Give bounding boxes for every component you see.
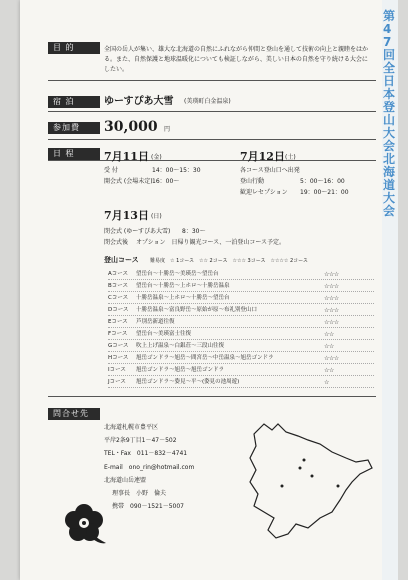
contact-line: 平岸2条9丁目1－47－502 bbox=[104, 437, 177, 444]
course-name: Iコース bbox=[108, 367, 126, 373]
day2-line-value: 19：00～21：00 bbox=[300, 189, 349, 196]
course-route: 吹上上げ温泉～白銀荘～三段山往復 bbox=[136, 343, 225, 349]
day3-weekday: (日) bbox=[151, 213, 162, 220]
course-name: Jコース bbox=[108, 379, 126, 385]
course-route: 望岳台～十勝岳～美瑛岳～望岳台 bbox=[136, 271, 219, 277]
day2-line-label: 歓迎レセプション bbox=[240, 189, 288, 196]
course-route: 旭岳ゴンドラ～旭岳～間宮岳～中岳温泉～旭岳ゴンドラ bbox=[136, 355, 274, 361]
course-row bbox=[108, 294, 374, 304]
contact-line: E-mail ono_rin@hotmail.com bbox=[104, 464, 195, 471]
course-name: Gコース bbox=[108, 343, 129, 349]
course-row bbox=[108, 330, 374, 340]
course-row bbox=[108, 282, 374, 292]
contact-label: 問合せ先 bbox=[48, 408, 100, 420]
course-name: Bコース bbox=[108, 283, 128, 289]
course-difficulty-stars: ☆☆ bbox=[324, 367, 334, 374]
purpose-label: 目 的 bbox=[48, 42, 100, 54]
purpose-text: 全国の岳人が集い、雄大な北海道の自然にふれながら仲間と登山を通して技術の向上と親睦をはかる。また、自然保護と地球温暖化についても検証しながら、美しい日本の自然を守り続ける大会にしたい。 bbox=[104, 46, 369, 73]
contact-line: 北海道札幌市豊平区 bbox=[104, 424, 159, 431]
day3-line-label: 閉会式 (ゆーすぴあ大雪) bbox=[104, 228, 171, 235]
course-difficulty-stars: ☆☆☆ bbox=[324, 295, 339, 302]
divider bbox=[48, 139, 376, 140]
fee-unit: 円 bbox=[164, 126, 171, 133]
divider bbox=[48, 396, 376, 397]
course-difficulty-stars: ☆☆ bbox=[324, 331, 334, 338]
divider bbox=[48, 80, 376, 81]
contact-line: TEL・Fax 011－832－4741 bbox=[104, 450, 188, 457]
course-difficulty-stars: ☆☆ bbox=[324, 343, 334, 350]
course-row bbox=[108, 354, 374, 364]
edge-strip bbox=[382, 0, 398, 580]
course-name: Aコース bbox=[108, 271, 128, 277]
course-route: 十勝岳温泉～富良野岳～原始が原～布礼別登山口 bbox=[136, 307, 258, 313]
day1-line-label: 受 付 bbox=[104, 167, 118, 174]
course-name: Cコース bbox=[108, 295, 129, 301]
course-name: Dコース bbox=[108, 307, 129, 313]
flower-illustration bbox=[60, 499, 108, 547]
course-route: 旭岳ゴンドラ～旭岳～旭岳ゴンドラ bbox=[136, 367, 225, 373]
course-route: 十勝岳温泉～上ホロ～十勝岳～望岳台 bbox=[136, 295, 230, 301]
course-route: 望岳台～美瑛富士往復 bbox=[136, 331, 192, 337]
course-row bbox=[108, 306, 374, 316]
course-row bbox=[108, 378, 374, 388]
course-name: Fコース bbox=[108, 331, 128, 337]
course-difficulty-stars: ☆☆☆ bbox=[324, 271, 339, 278]
day2-line-label: 登山行動 bbox=[240, 178, 265, 185]
course-name: Hコース bbox=[108, 355, 129, 361]
contact-line: 北海道山岳連盟 bbox=[104, 477, 147, 484]
day1-line-value: 14：00～15：30 bbox=[152, 167, 201, 174]
day3-line-label: 閉会式後 bbox=[104, 239, 129, 246]
course-difficulty-stars: ☆☆☆ bbox=[324, 283, 339, 290]
divider bbox=[48, 160, 376, 161]
courses-title: 登山コース bbox=[104, 256, 139, 264]
day1-date: 7月11日 bbox=[104, 150, 149, 163]
edge-title-text: 第47回全日本登山大会 北海道大会 bbox=[383, 9, 396, 218]
day1-weekday: (金) bbox=[151, 154, 162, 161]
lodging-name: ゆーすぴあ大雪 bbox=[104, 96, 174, 107]
course-name: Eコース bbox=[108, 319, 128, 325]
day3-date: 7月13日 bbox=[104, 209, 149, 222]
day2-date: 7月12日 bbox=[240, 150, 285, 163]
day3-line-value: オプション 日帰り観光コース、一泊登山コース予定。 bbox=[136, 239, 286, 246]
course-route: 旭岳ゴンドラ～姿見～平～(姿見の池周遊) bbox=[136, 379, 240, 385]
course-difficulty-stars: ☆☆☆ bbox=[324, 355, 339, 362]
course-row bbox=[108, 318, 374, 328]
lodging-note: (美瑛町白金温泉) bbox=[184, 98, 231, 105]
day3-line-value: 8：30～ bbox=[182, 228, 206, 235]
course-route: 望岳台～十勝岳～上ホロ～十勝岳温泉 bbox=[136, 283, 230, 289]
course-row bbox=[108, 366, 374, 376]
hokkaido-map bbox=[242, 416, 376, 546]
contact-line: 理事長 小野 倫夫 bbox=[112, 490, 167, 497]
course-difficulty-stars: ☆☆☆ bbox=[324, 319, 339, 326]
course-route: 芦別岳新道往復 bbox=[136, 319, 175, 325]
course-difficulty-stars: ☆ bbox=[324, 379, 329, 386]
contact-line: 携帯 090－1521－5007 bbox=[112, 503, 184, 510]
day2-weekday: (土) bbox=[285, 154, 296, 161]
course-row bbox=[108, 270, 374, 280]
course-difficulty-stars: ☆☆☆ bbox=[324, 307, 339, 314]
lodging-label: 宿 泊 bbox=[48, 96, 100, 108]
day1-line-label: 開会式 (会場未定) bbox=[104, 178, 153, 185]
schedule-label: 日 程 bbox=[48, 148, 100, 160]
courses-legend: 難易度 ☆ 1コース ☆☆ 2コース ☆☆☆ 3コース ☆☆☆☆ 2コース bbox=[150, 258, 308, 264]
divider bbox=[48, 111, 376, 112]
day2-line-label: 各コース登山口へ出発 bbox=[240, 167, 300, 174]
fee-amount: 30,000 bbox=[104, 119, 158, 135]
fee-label: 参加費 bbox=[48, 122, 100, 134]
day2-line-value: 5：00～16：00 bbox=[300, 178, 345, 185]
day1-line-value: 16：00～ bbox=[152, 178, 180, 185]
course-row bbox=[108, 342, 374, 352]
